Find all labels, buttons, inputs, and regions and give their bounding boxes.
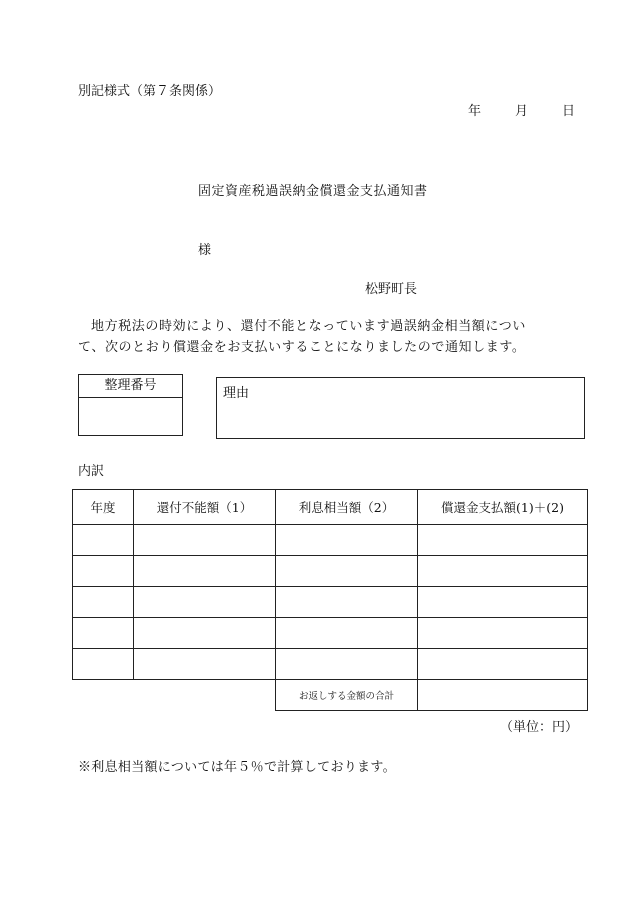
year-cell[interactable] bbox=[73, 525, 134, 556]
date-day-field[interactable]: 日 bbox=[562, 104, 576, 119]
total-label: お返しする金額の合計 bbox=[276, 680, 418, 711]
notice-body-line-1: 地方税法の時効により、還付不能となっています過誤納金相当額につい bbox=[91, 319, 526, 334]
payment-cell[interactable] bbox=[418, 618, 588, 649]
refund-cell[interactable] bbox=[134, 618, 276, 649]
form-number-label: 別記様式（第７条関係） bbox=[78, 84, 222, 99]
year-cell[interactable] bbox=[73, 556, 134, 587]
table-row bbox=[73, 525, 588, 556]
refund-cell[interactable] bbox=[134, 556, 276, 587]
interest-cell[interactable] bbox=[276, 618, 418, 649]
blank-cell bbox=[73, 680, 134, 711]
reference-number-box bbox=[78, 374, 183, 436]
interest-cell[interactable] bbox=[276, 525, 418, 556]
reason-label: 理由 bbox=[223, 386, 250, 401]
blank-cell bbox=[134, 680, 276, 711]
breakdown-label: 内訳 bbox=[78, 464, 105, 479]
year-cell[interactable] bbox=[73, 587, 134, 618]
sender-name: 松野町長 bbox=[365, 282, 418, 297]
payment-cell[interactable] bbox=[418, 587, 588, 618]
notice-body-line-2: て、次のとおり償還金をお支払いすることになりましたので通知します。 bbox=[78, 340, 526, 355]
column-header-payment: 償還金支払額(1)＋(2) bbox=[418, 490, 588, 525]
reference-number-label: 整理番号 bbox=[79, 375, 182, 398]
total-row bbox=[73, 680, 588, 711]
breakdown-table bbox=[72, 489, 588, 711]
interest-note: ※利息相当額については年５％で計算しております。 bbox=[78, 760, 396, 775]
interest-cell[interactable] bbox=[276, 649, 418, 680]
year-cell[interactable] bbox=[73, 649, 134, 680]
addressee-field[interactable]: 様 bbox=[198, 243, 212, 258]
reason-box[interactable] bbox=[216, 377, 585, 439]
payment-cell[interactable] bbox=[418, 525, 588, 556]
column-header-refund-impossible: 還付不能額（1） bbox=[134, 490, 276, 525]
date-month-field[interactable]: 月 bbox=[515, 104, 529, 119]
refund-cell[interactable] bbox=[134, 525, 276, 556]
interest-cell[interactable] bbox=[276, 587, 418, 618]
document-title: 固定資産税過誤納金償還金支払通知書 bbox=[198, 184, 428, 199]
total-amount-cell[interactable] bbox=[418, 680, 588, 711]
unit-label: （単位：円） bbox=[500, 720, 579, 735]
reference-number-field[interactable] bbox=[79, 398, 182, 436]
table-row bbox=[73, 649, 588, 680]
table-header-row bbox=[73, 490, 588, 525]
interest-cell[interactable] bbox=[276, 556, 418, 587]
year-cell[interactable] bbox=[73, 618, 134, 649]
payment-cell[interactable] bbox=[418, 556, 588, 587]
table-row bbox=[73, 587, 588, 618]
payment-cell[interactable] bbox=[418, 649, 588, 680]
date-line bbox=[460, 100, 575, 119]
refund-cell[interactable] bbox=[134, 649, 276, 680]
table-row bbox=[73, 618, 588, 649]
date-year-field[interactable]: 年 bbox=[468, 104, 482, 119]
notice-body bbox=[78, 316, 578, 358]
column-header-year: 年度 bbox=[73, 490, 134, 525]
table-row bbox=[73, 556, 588, 587]
column-header-interest: 利息相当額（2） bbox=[276, 490, 418, 525]
refund-cell[interactable] bbox=[134, 587, 276, 618]
